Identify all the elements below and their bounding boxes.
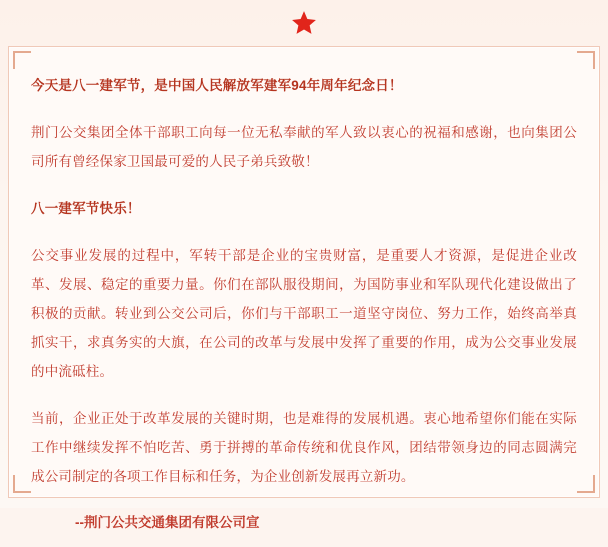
paragraph-headline: 今天是八一建军节，是中国人民解放军建军94年周年纪念日！ — [31, 78, 403, 93]
letter-body — [9, 47, 599, 547]
signature-line: --荆门公共交通集团有限公司宣 — [75, 515, 260, 530]
red-star-icon — [291, 10, 317, 36]
top-banner — [0, 0, 608, 46]
paragraph-body-1: 公交事业发展的过程中，军转干部是企业的宝贵财富，是重要人才资源，是促进企业改革、发展、稳定的重要力量。你们在部队服役期间，为国防事业和军队现代化建设做出了积极的贡献。转业到公交公司后，你们与干部职工一道坚守岗位、努力工作，始终高举真抓实干，求真务实的大旗，在公司的改革与发展中发挥了重要的作用，成为公交事业发展的中流砥柱。 — [31, 248, 577, 379]
letter-card — [8, 46, 600, 530]
paragraph-body-2: 当前，企业正处于改革发展的关键时期，也是难得的发展机遇。衷心地希望你们能在实际工作中继续发挥不怕吃苦、勇于拼搏的革命传统和优良作风，团结带领身边的同志圆满完成公司制定的各项工作目标和任务，为企业创新发展再立新功。 — [31, 411, 577, 484]
paragraph-wish: 八一建军节快乐！ — [31, 201, 141, 216]
paragraph-greeting: 荆门公交集团全体干部职工向每一位无私奉献的军人致以衷心的祝福和感谢，也向集团公司所有曾经保家卫国最可爱的人民子弟兵致敬！ — [31, 125, 577, 169]
